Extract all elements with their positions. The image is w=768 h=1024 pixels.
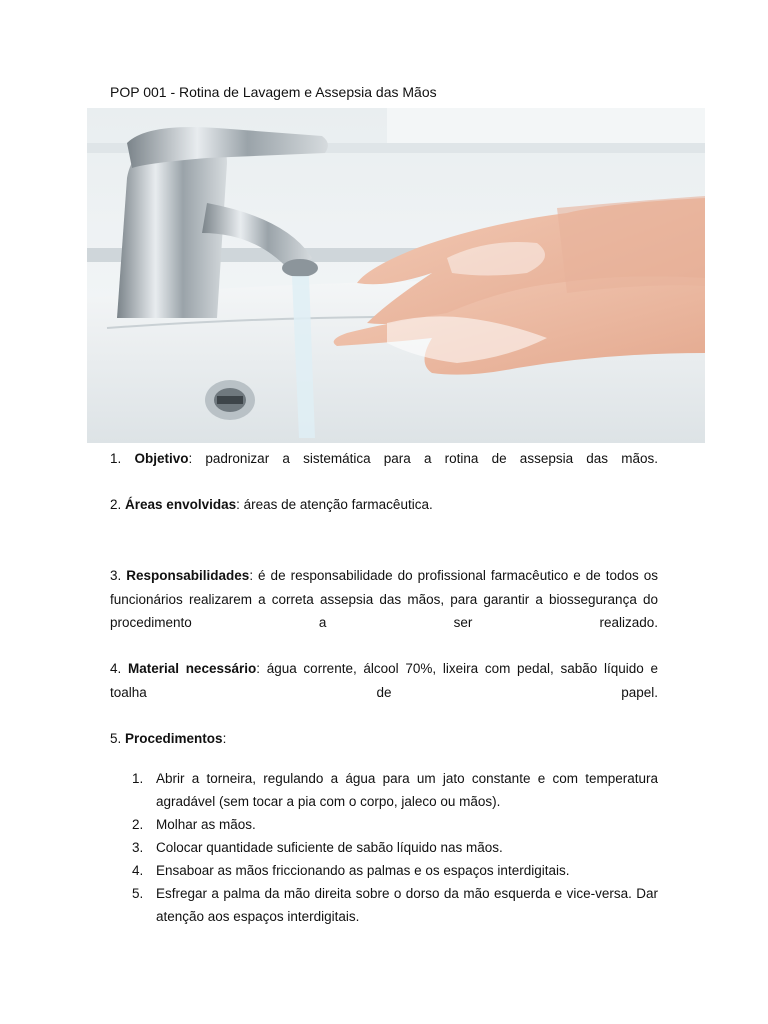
step-text: Colocar quantidade suficiente de sabão líquido nas mãos. xyxy=(156,840,503,855)
section-label: Responsabilidades xyxy=(126,568,250,583)
procedure-list xyxy=(110,767,658,928)
list-item xyxy=(110,859,658,882)
section-label: Áreas envolvidas xyxy=(125,497,237,512)
section-number: 5. xyxy=(110,731,122,746)
step-number: 1. xyxy=(132,771,144,786)
step-text: Abrir a torneira, regulando a água para um jato constante e com temperatura agradável (sem tocar a pia com o corpo, jaleco ou mãos). xyxy=(156,771,658,809)
list-item xyxy=(110,836,658,859)
step-text: Molhar as mãos. xyxy=(156,817,256,832)
section-text: : áreas de atenção farmacêutica. xyxy=(236,497,433,512)
list-item xyxy=(110,882,658,928)
section-label: Objetivo xyxy=(134,451,189,466)
section-label: Procedimentos xyxy=(125,731,223,746)
step-number: 2. xyxy=(132,817,144,832)
section-objetivo xyxy=(110,447,658,471)
section-areas xyxy=(110,493,658,517)
list-item xyxy=(110,767,658,813)
section-number: 1. xyxy=(110,451,122,466)
document-title: POP 001 - Rotina de Lavagem e Assepsia das Mãos xyxy=(110,84,437,100)
section-text: : padronizar a sistemática para a rotina de assepsia das mãos. xyxy=(188,451,658,466)
section-text: : xyxy=(222,731,227,746)
section-text: : é de responsabilidade do profissional farmacêutico e de todos os funcionários realizarem a correta assepsia das mãos, para garantir a biossegurança do procedimento a ser realizado. xyxy=(110,568,658,630)
section-number: 2. xyxy=(110,497,122,512)
step-number: 4. xyxy=(132,863,144,878)
step-text: Ensaboar as mãos friccionando as palmas e os espaços interdigitais. xyxy=(156,863,570,878)
list-item xyxy=(110,813,658,836)
section-number: 3. xyxy=(110,568,122,583)
section-number: 4. xyxy=(110,661,122,676)
section-text: : água corrente, álcool 70%, lixeira com pedal, sabão líquido e toalha de papel. xyxy=(110,661,658,700)
step-number: 3. xyxy=(132,840,144,855)
step-number: 5. xyxy=(132,886,144,901)
handwashing-photo xyxy=(87,108,705,443)
section-procedimentos xyxy=(110,727,658,751)
step-text: Esfregar a palma da mão direita sobre o dorso da mão esquerda e vice-versa. Dar atenção aos espaços interdigitais. xyxy=(156,886,658,924)
section-responsabilidades xyxy=(110,564,658,635)
section-material xyxy=(110,657,658,704)
section-label: Material necessário xyxy=(127,661,257,676)
